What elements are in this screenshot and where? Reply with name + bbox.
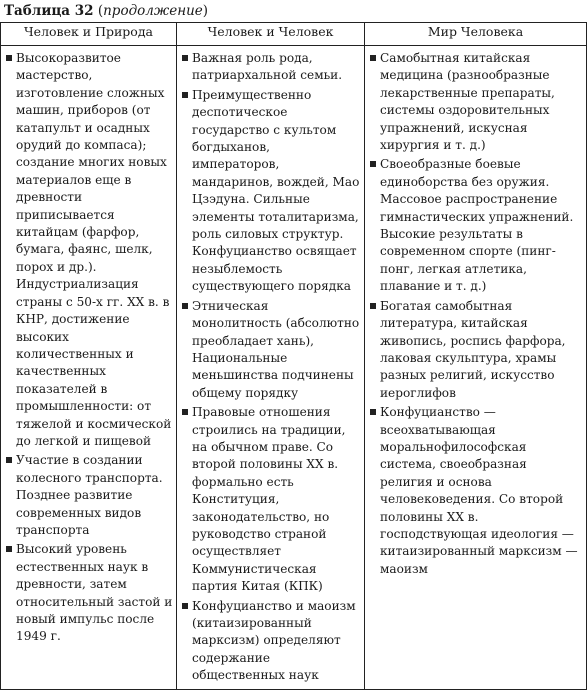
comparison-table [0,22,587,690]
list-item: Этническая монолитность (абсолютно преобладает хань), Национальные меньшинства подчинены общему порядку [180,298,361,402]
human-world-list [368,50,583,578]
column-nature [1,46,177,690]
table-caption: Таблица 32 (продолжение) [4,3,209,19]
column-society [177,46,365,690]
table-number: Таблица 32 [4,3,94,19]
list-item: Высокий уровень естественных наук в древности, затем относительный застой и новый импульс после 1949 г. [4,541,173,645]
content-row [1,46,587,690]
list-item: Высокоразвитое мастерство, изготовление сложных машин, приборов (от катапульт и осадных орудий до компаса); создание многих новых материалов еще в древности приписывается китайцам (фарфор, бумага, фаянс, шелк, порох и др.). Индустриализация страны с 50-х гг. XX в. в КНР, достижение высоких количественных и качественных показателей в промышленности: от тяжелой и космической до легкой и пищевой [4,50,173,450]
header-human-world: Мир Человека [365,23,587,46]
list-item: Конфуцианство и маоизм (китаизированный марксизм) определяют содержание общественных наук [180,598,361,685]
list-item: Своеобразные боевые единоборства без оружия. Массовое распространение гимнастических упражнений. Высокие результаты в современном спорте (пинг-понг, легкая атлетика, плавание и т. д.) [368,156,583,295]
header-society: Человек и Человек [177,23,365,46]
list-item: Самобытная китайская медицина (разнообразные лекарственные препараты, системы оздоровительных упражнений, искусная хирургия и т. д.) [368,50,583,154]
list-item: Важная роль рода, патриархальной семьи. [180,50,361,85]
table-qualifier: продолжение [103,3,203,19]
header-nature: Человек и Природа [1,23,177,46]
list-item: Участие в создании колесного транспорта. Позднее развитие современных видов транспорта [4,452,173,539]
column-human-world [365,46,587,690]
list-item: Богатая самобытная литература, китайская живопись, роспись фарфора, лаковая скульптура, храмы разных религий, искусство иероглифов [368,298,583,402]
society-list [180,50,361,685]
nature-list [4,50,173,646]
header-row [1,23,587,46]
list-item: Правовые отношения строились на традиции, на обычном праве. Со второй половины XX в. формально есть Конституция, законодательство, но руководство страной осуществляет Коммунистическая партия Китая (КПК) [180,404,361,595]
list-item: Преимущественно деспотическое государство с культом богдыханов, императоров, мандаринов, вождей, Мао Цзэдуна. Сильные элементы тоталитаризма, роль силовых структур. Конфуцианство освящает незыблемость существующего порядка [180,87,361,296]
list-item: Конфуцианство — всеохватывающая моральнофилософская система, своеобразная религия и основа человековедения. Со второй половины XX в. господствующая идеология — китаизированный марксизм — маоизм [368,404,583,578]
